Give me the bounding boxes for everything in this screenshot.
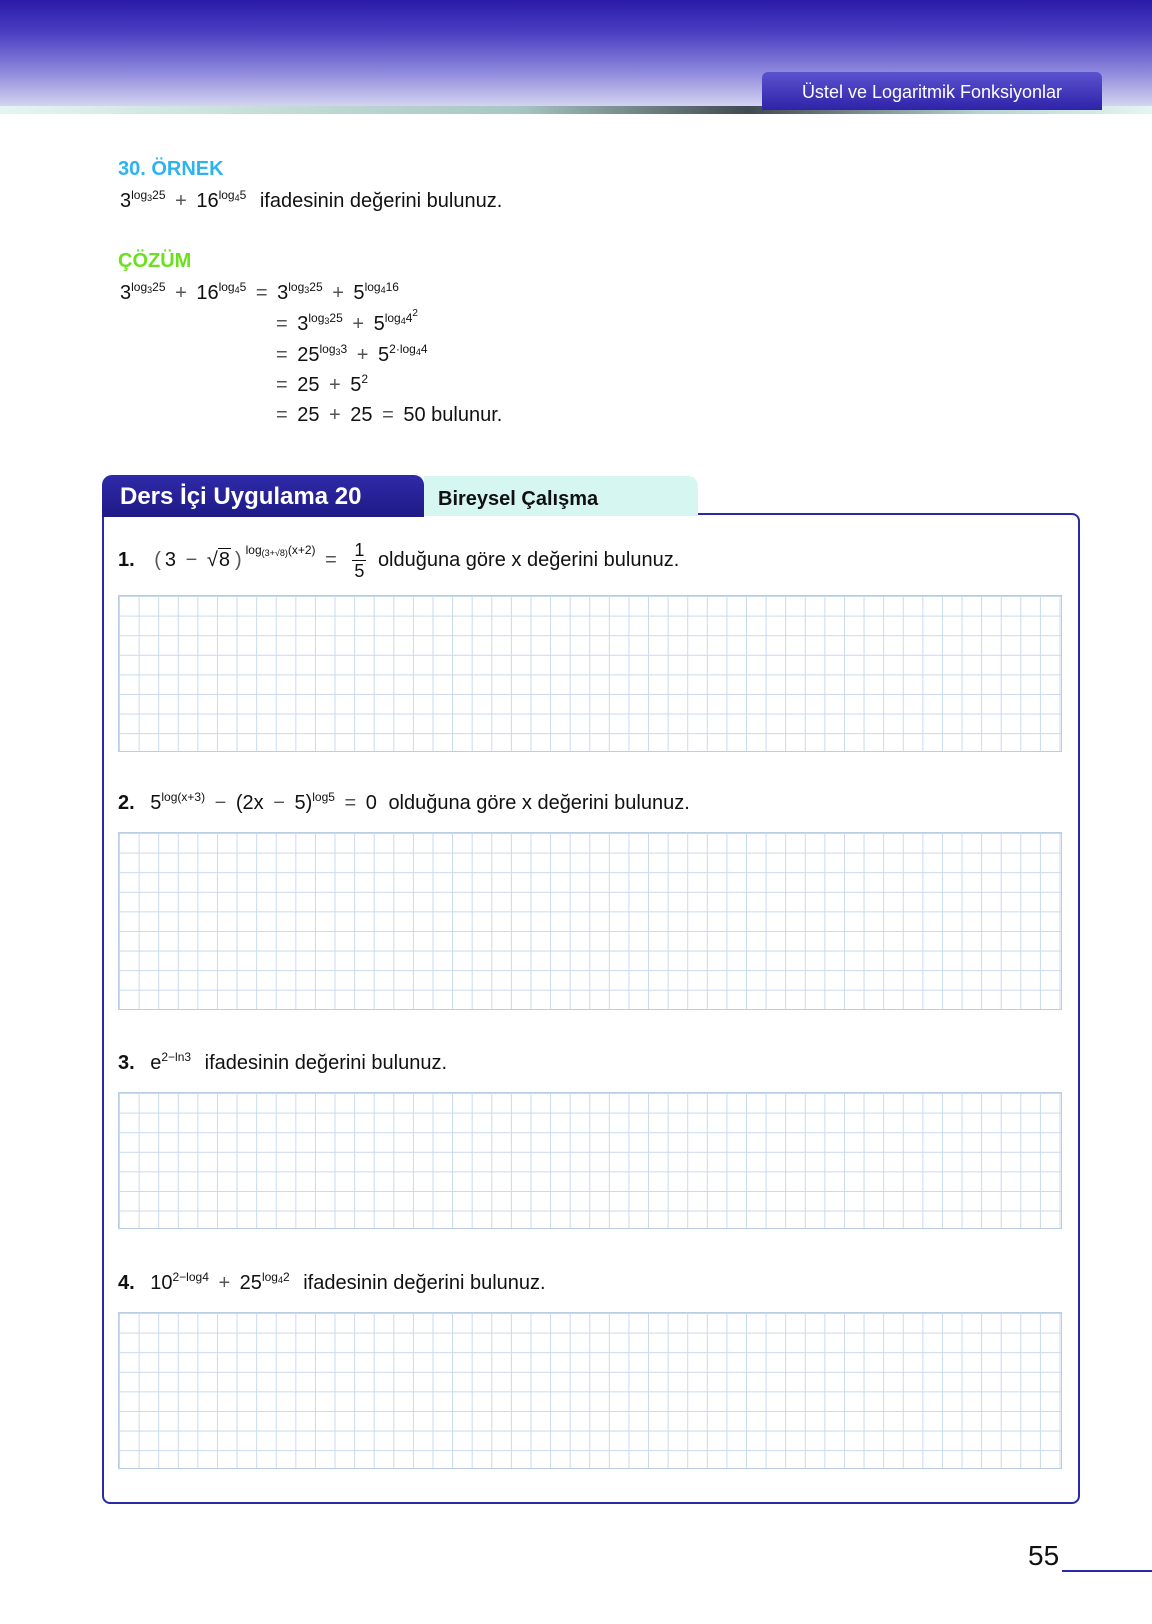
example-title: 30. ÖRNEK	[118, 158, 224, 180]
solution-result-text: bulunur.	[431, 404, 503, 426]
question-number: 3.	[118, 1052, 135, 1074]
question-number: 1.	[118, 548, 135, 571]
solution-step-3: = $25^{log_33} + 5^{2\cdot log_44}$	[276, 342, 428, 366]
chapter-tab: Üstel ve Logaritmik Fonksiyonlar	[762, 72, 1102, 110]
example-expression: $3^{log_325} + 16^{log_45}$ ifadesinin değerini bulunuz.	[120, 188, 503, 212]
question-number: 4.	[118, 1272, 135, 1294]
answer-grid-2[interactable]	[118, 832, 1062, 1010]
answer-grid-1[interactable]	[118, 595, 1062, 752]
question-number: 2.	[118, 792, 135, 814]
question-4: 4. $10^{2-log4} + 25^{log_42}$ ifadesinin değerini bulunuz.	[118, 1270, 546, 1294]
question-text: olduğuna göre x değerini bulunuz.	[388, 792, 690, 814]
page-number-rule	[1062, 1570, 1152, 1572]
question-text: ifadesinin değerini bulunuz.	[204, 1052, 448, 1074]
solution-title: ÇÖZÜM	[118, 250, 192, 272]
question-1: 1. ( 3 − √8 ) $^{log_{(3+√8)}(x+2)}$ = $\frac{1}{5}$ olduğuna göre x değerini bulunuz.	[118, 540, 680, 581]
example-prompt: ifadesinin değerini bulunuz.	[259, 190, 503, 212]
question-2: 2. $5^{log(x+3)} - (2x - 5)^{log5} = 0$ olduğuna göre x değerini bulunuz.	[118, 790, 690, 814]
answer-grid-4[interactable]	[118, 1312, 1062, 1469]
solution-step-5: = 25 + 25 = 50 bulunur.	[276, 404, 503, 426]
section-title: Ders İçi Uygulama 20	[102, 475, 424, 517]
solution-step-2: = $3^{log_325} + 5^{log_44^2}$	[276, 308, 418, 335]
question-text: olduğuna göre x değerini bulunuz.	[377, 548, 680, 571]
solution-step-4: = $25 + 5^2$	[276, 372, 369, 396]
question-text: ifadesinin değerini bulunuz.	[303, 1272, 546, 1294]
answer-grid-3[interactable]	[118, 1092, 1062, 1229]
question-3: 3. $e^{2-ln3}$ ifadesinin değerini bulunuz.	[118, 1050, 448, 1074]
fraction: $\frac{1}{5}$	[354, 540, 365, 581]
section-subtitle: Bireysel Çalışma	[424, 476, 698, 516]
page-number: 55	[1028, 1540, 1060, 1571]
solution-step-1: $3^{log_325} + 16^{log_45} = 3^{log_325} + 5^{log_416}$	[120, 280, 399, 304]
